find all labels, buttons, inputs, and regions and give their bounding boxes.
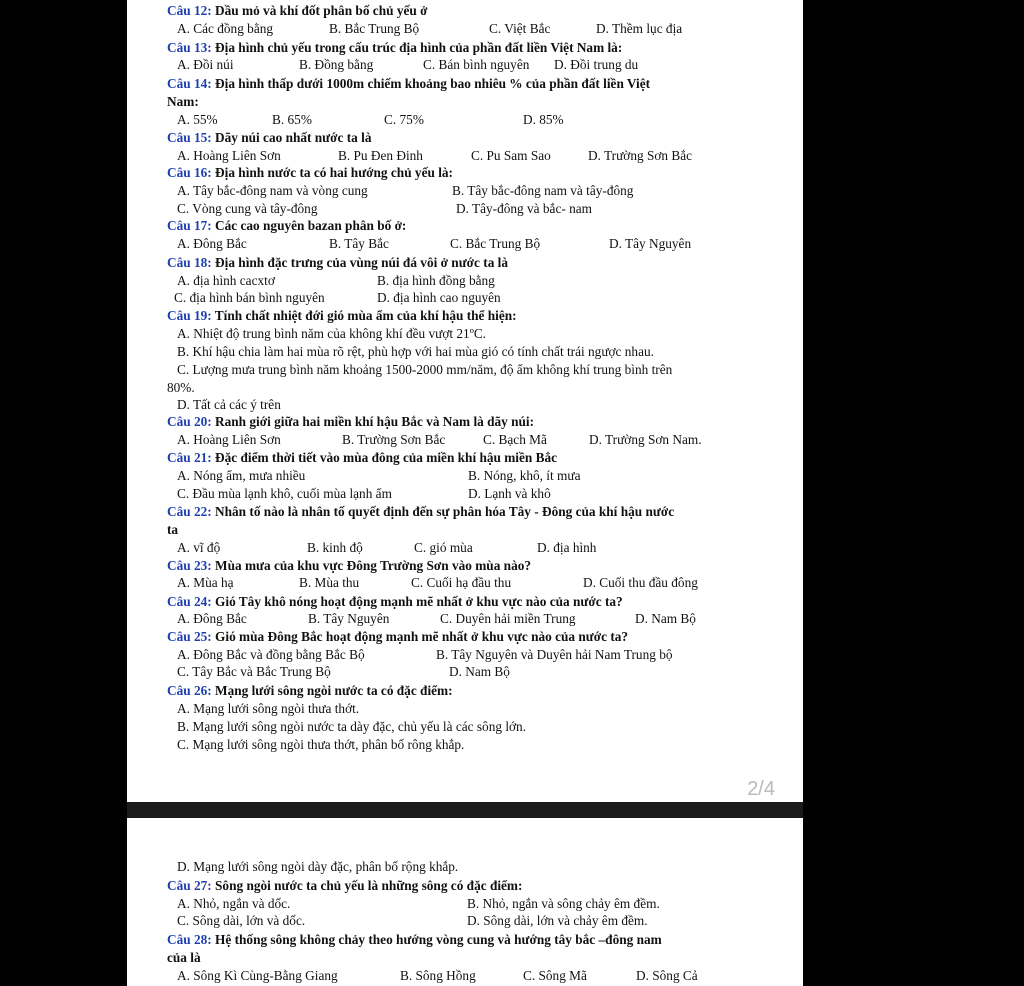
q14-option-a: A. 55%	[177, 112, 218, 127]
q20-option-c: C. Bạch Mã	[483, 432, 547, 447]
page-separator	[127, 802, 803, 818]
q20-option-b: B. Trường Sơn Bắc	[342, 432, 446, 447]
q16-option-b: B. Tây bắc-đông nam và tây-đông	[452, 183, 634, 198]
q24-option-b: B. Tây Nguyên	[308, 611, 390, 626]
q28-option-d: D. Sông Cả	[636, 968, 698, 983]
q18-option-b: B. địa hình đồng bằng	[377, 273, 495, 288]
question-16: Câu 16: Địa hình nước ta có hai hướng chủ yếu là:	[167, 165, 453, 180]
q25-option-c: C. Tây Bắc và Bắc Trung Bộ	[177, 664, 331, 679]
q26-option-d: D. Mạng lưới sông ngòi dày đặc, phân bố rộng khắp.	[177, 859, 459, 874]
question-28: Câu 28: Hệ thống sông không chảy theo hướng vòng cung và hướng tây bắc –đông nam	[167, 932, 662, 947]
q14-option-d: D. 85%	[523, 112, 564, 127]
q25-option-d: D. Nam Bộ	[449, 664, 510, 679]
q17-option-d: D. Tây Nguyên	[609, 236, 692, 251]
q24-option-d: D. Nam Bộ	[635, 611, 696, 626]
q16-option-d: D. Tây-đông và bắc- nam	[456, 201, 593, 216]
q24-option-c: C. Duyên hải miền Trung	[440, 611, 576, 626]
question-15: Câu 15: Dãy núi cao nhất nước ta là	[167, 130, 372, 145]
question-12: Câu 12: Dầu mỏ và khí đốt phân bố chủ yếu ở	[167, 3, 428, 18]
q20-option-d: D. Trường Sơn Nam.	[589, 432, 702, 447]
q18-option-d: D. địa hình cao nguyên	[377, 290, 501, 305]
question-27: Câu 27: Sông ngòi nước ta chủ yếu là những sông có đặc điểm:	[167, 878, 523, 893]
q23-option-b: B. Mùa thu	[299, 575, 360, 590]
q20-option-a: A. Hoàng Liên Sơn	[177, 432, 281, 447]
q21-option-b: B. Nóng, khô, ít mưa	[468, 468, 581, 483]
q13-option-a: A. Đồi núi	[177, 57, 234, 72]
question-25: Câu 25: Gió mùa Đông Bắc hoạt động mạnh mẽ nhất ở khu vực nào của nước ta?	[167, 629, 629, 644]
q15-option-d: D. Trường Sơn Bắc	[588, 148, 693, 163]
q26-option-b: B. Mạng lưới sông ngòi nước ta dày đặc, chủ yếu là các sông lớn.	[177, 719, 527, 734]
q17-option-c: C. Bắc Trung Bộ	[450, 236, 541, 251]
q28-option-a: A. Sông Kì Cùng-Bằng Giang	[177, 968, 338, 983]
q12-option-c: C. Việt Bắc	[489, 21, 551, 36]
q17-option-a: A. Đông Bắc	[177, 236, 247, 251]
q24-option-a: A. Đông Bắc	[177, 611, 247, 626]
q22-option-a: A. vĩ độ	[177, 540, 221, 555]
question-23: Câu 23: Mùa mưa của khu vực Đông Trường Sơn vào mùa nào?	[167, 558, 532, 573]
q19-option-d: D. Tất cả các ý trên	[177, 397, 281, 412]
q23-option-d: D. Cuối thu đầu đông	[583, 575, 698, 590]
q18-option-a: A. địa hình cacxtơ	[177, 273, 275, 288]
q16-option-c: C. Vòng cung và tây-đông	[177, 201, 318, 216]
q21-option-a: A. Nóng ẩm, mưa nhiều	[177, 468, 306, 483]
question-22-continuation: ta	[167, 522, 179, 537]
q15-option-b: B. Pu Đen Đinh	[338, 148, 423, 163]
q22-option-b: B. kinh độ	[307, 540, 363, 555]
question-14-continuation: Nam:	[167, 94, 199, 109]
q15-option-c: C. Pu Sam Sao	[471, 148, 551, 163]
question-28-continuation: của là	[167, 950, 201, 965]
q12-option-b: B. Bắc Trung Bộ	[329, 21, 420, 36]
q13-option-d: D. Đồi trung du	[554, 57, 639, 72]
q13-option-c: C. Bán bình nguyên	[423, 57, 530, 72]
q21-option-d: D. Lạnh và khô	[468, 486, 551, 501]
q22-option-c: C. gió mùa	[414, 540, 473, 555]
question-14: Câu 14: Địa hình thấp dưới 1000m chiếm khoảng bao nhiêu % của phần đất liền Việt	[167, 76, 651, 91]
q28-option-c: C. Sông Mã	[523, 968, 587, 983]
q27-option-c: C. Sông dài, lớn và dốc.	[177, 913, 306, 928]
q17-option-b: B. Tây Bắc	[329, 236, 389, 251]
q23-option-c: C. Cuối hạ đầu thu	[411, 575, 512, 590]
question-13: Câu 13: Địa hình chủ yếu trong cấu trúc địa hình của phần đất liền Việt Nam là:	[167, 40, 623, 55]
q23-option-a: A. Mùa hạ	[177, 575, 234, 590]
q18-option-c: C. địa hình bán bình nguyên	[174, 290, 325, 305]
q21-option-c: C. Đầu mùa lạnh khô, cuối mùa lạnh ẩm	[177, 486, 392, 501]
question-19: Câu 19: Tính chất nhiệt đới gió mùa ẩm của khí hậu thể hiện:	[167, 308, 517, 323]
q14-option-c: C. 75%	[384, 112, 424, 127]
question-17: Câu 17: Các cao nguyên bazan phân bố ở:	[167, 218, 407, 233]
q28-option-b: B. Sông Hồng	[400, 968, 476, 983]
q19-option-a: A. Nhiệt độ trung bình năm của không khí đều vượt 21ºC.	[177, 326, 487, 341]
q13-option-b: B. Đồng bằng	[299, 57, 374, 72]
question-20: Câu 20: Ranh giới giữa hai miền khí hậu Bắc và Nam là dãy núi:	[167, 414, 535, 429]
q16-option-a: A. Tây bắc-đông nam và vòng cung	[177, 183, 368, 198]
page-number: 2/4	[747, 778, 775, 800]
q25-option-b: B. Tây Nguyên và Duyên hải Nam Trung bộ	[436, 647, 673, 662]
question-18: Câu 18: Địa hình đặc trưng của vùng núi đá vôi ở nước ta là	[167, 255, 509, 270]
q27-option-b: B. Nhỏ, ngắn và sông chảy êm đềm.	[467, 896, 660, 911]
q27-option-a: A. Nhỏ, ngắn và dốc.	[177, 896, 291, 911]
q22-option-d: D. địa hình	[537, 540, 597, 555]
q27-option-d: D. Sông dài, lớn và chảy êm đềm.	[467, 913, 648, 928]
question-21: Câu 21: Đặc điểm thời tiết vào mùa đông của miền khí hậu miền Bắc	[167, 450, 558, 465]
q26-option-a: A. Mạng lưới sông ngòi thưa thớt.	[177, 701, 360, 716]
q19-option-c-continuation: 80%.	[167, 380, 195, 395]
q26-option-c: C. Mạng lưới sông ngòi thưa thớt, phân bố rông khắp.	[177, 737, 465, 752]
document-page-top	[127, 0, 803, 802]
q15-option-a: A. Hoàng Liên Sơn	[177, 148, 281, 163]
q19-option-c: C. Lượng mưa trung bình năm khoảng 1500-2000 mm/năm, độ ẩm không khí trung bình trên	[177, 362, 673, 377]
question-22: Câu 22: Nhân tố nào là nhân tố quyết định đến sự phân hóa Tây - Đông của khí hậu nước	[167, 504, 675, 519]
document-page-bottom	[127, 818, 803, 986]
q12-option-d: D. Thềm lục địa	[596, 21, 683, 36]
question-26: Câu 26: Mạng lưới sông ngòi nước ta có đặc điểm:	[167, 683, 453, 698]
q12-option-a: A. Các đồng bằng	[177, 21, 274, 36]
question-24: Câu 24: Gió Tây khô nóng hoạt động mạnh mẽ nhất ở khu vực nào của nước ta?	[167, 594, 623, 609]
q14-option-b: B. 65%	[272, 112, 312, 127]
q25-option-a: A. Đông Bắc và đồng bằng Bắc Bộ	[177, 647, 365, 662]
q19-option-b: B. Khí hậu chia làm hai mùa rõ rệt, phù hợp với hai mùa gió có tính chất trái ngược nhau.	[177, 344, 654, 359]
